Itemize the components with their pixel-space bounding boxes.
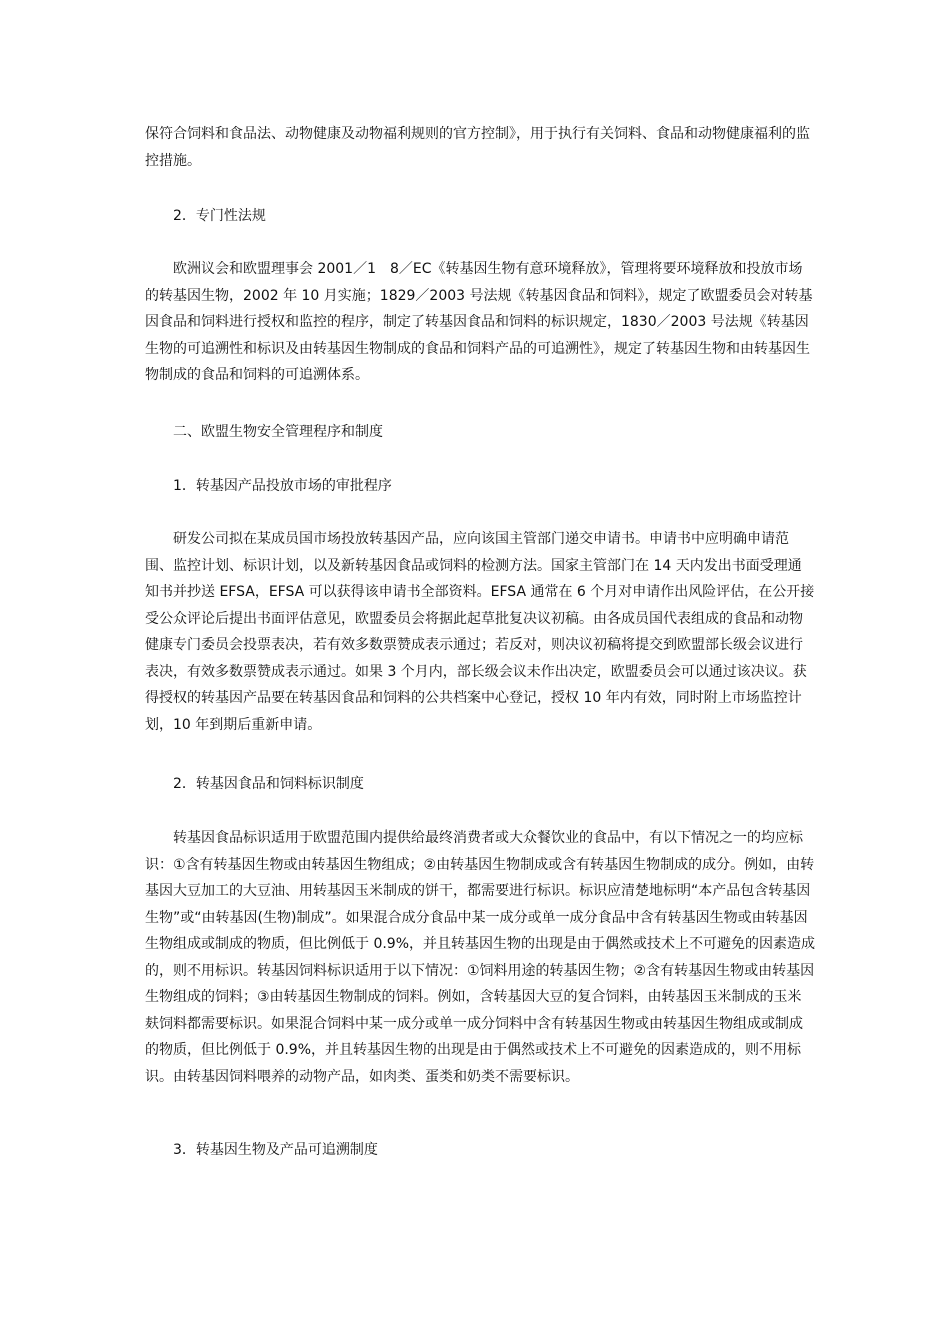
heading-approval-procedure: 1．转基因产品投放市场的审批程序 [173, 478, 392, 494]
heading-section-2: 二、欧盟生物安全管理程序和制度 [173, 424, 383, 440]
heading-traceability-system: 3．转基因生物及产品可追溯制度 [173, 1142, 378, 1158]
heading-specific-law: 2．专门性法规 [173, 208, 266, 224]
paragraph-intro: 保符合饲料和食品法、动物健康及动物福利规则的官方控制》，用于执行有关饲料、食品和动物健康福利的监控措施。 [145, 126, 810, 169]
heading-labeling-system: 2．转基因食品和饲料标识制度 [173, 776, 364, 792]
paragraph-labeling-system: 转基因食品标识适用于欧盟范围内提供给最终消费者或大众餐饮业的食品中，有以下情况之一的均应标识：①含有转基因生物或由转基因生物组成；②由转基因生物制成或含有转基因生物制成的成分。例如，由转基因大豆加工的大豆油、用转基因玉米制成的饼干，都需要进行标识。标识应清楚地标明“本产品包含转基因生物”或“由转基因(生物)制成”。如果混合成分食品中某一成分或单一成分食品中含有转基因生物或由转基因生物组成或制成的物质，但比例低于 0.9%，并且转基因生物的出现是由于偶然或技术上不可避免的因素造成的，则不用标识。转基因饲料标识适用于以下情况：①饲料用途的转基因生物；②含有转基因生物或由转基因生物组成的饲料；③由转基因生物制成的饲料。例如，含转基因大豆的复合饲料，由转基因玉米制成的玉米麸饲料都需要标识。如果混合饲料中某一成分或单一成分饲料中含有转基因生物或由转基因生物组成或制成的物质，但比例低于 0.9%，并且转基因生物的出现是由于偶然或技术上不可避免的因素造成的，则不用标识。由转基因饲料喂养的动物产品，如肉类、蛋类和奶类不需要标识。 [145, 830, 816, 1085]
paragraph-approval-procedure: 研发公司拟在某成员国市场投放转基因产品，应向该国主管部门递交申请书。申请书中应明确申请范围、监控计划、标识计划，以及新转基因食品或饲料的检测方法。国家主管部门在 14 天内发出书面受理通知书并抄送 EFSA，EFSA 可以获得该申请书全部资料。EFSA 通常在 6 个月对申请作出风险评估，在公开接受公众评论后提出书面评估意见，欧盟委员会将据此起草批复决议初稿。由各成员国代表组成的食品和动物健康专门委员会投票表决，若有效多数票赞成表示通过；若反对，则决议初稿将提交到欧盟部长级会议进行表决，有效多数票赞成表示通过。如果 3 个月内，部长级会议未作出决定，欧盟委员会可以通过该决议。获得授权的转基因产品要在转基因食品和饲料的公共档案中心登记，授权 10 年内有效，同时附上市场监控计划，10 年到期后重新申请。 [145, 531, 815, 733]
paragraph-specific-law: 欧洲议会和欧盟理事会 2001／1 8／EC《转基因生物有意环境释放》，管理将要环境释放和投放市场的转基因生物，2002 年 10 月实施；1829／2003 号法规《转基因食品和饲料》，规定了欧盟委员会对转基因食品和饲料进行授权和监控的程序，制定了转基因食品和饲料的标识规定，1830／2003 号法规《转基因生物的可追溯性和标识及由转基因生物制成的食品和饲料产品的可追溯性》，规定了转基因生物和由转基因生物制成的食品和饲料的可追溯体系。 [145, 261, 813, 383]
